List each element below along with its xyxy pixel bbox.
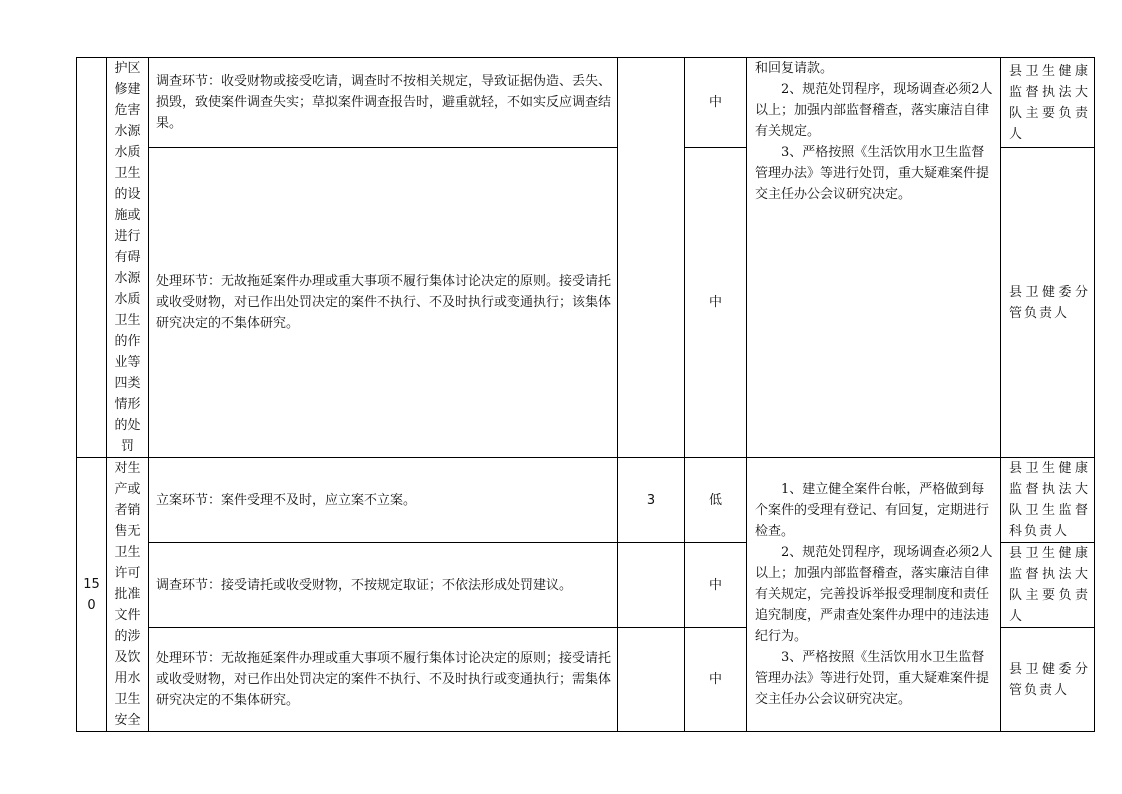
risk-count-cell (618, 58, 685, 458)
risk-table (76, 57, 1095, 732)
risk-point-description: 调查环节：接受请托或收受财物，不按规定取证；不依法形成处罚建议。 (149, 543, 618, 628)
measure-paragraph: 3、严格按照《生活饮用水卫生监督管理办法》等进行处罚，重大疑难案件提交主任办公会议研究决定。 (755, 650, 990, 707)
measure-paragraph: 2、规范处罚程序，现场调查必须2人以上；加强内部监督稽查，落实廉洁自律有关规定，完善投诉举报受理制度和责任追究制度，严肃查处案件办理中的违法违纪行为。 (755, 545, 993, 644)
risk-point-description: 调查环节：收受财物或接受吃请，调查时不按相关规定，导致证据伪造、丢失、损毁，致使案件调查失实；草拟案件调查报告时，避重就轻，不如实反应调查结果。 (149, 58, 618, 148)
row-number-cell (77, 58, 107, 458)
risk-count-cell (618, 543, 685, 628)
table-row (77, 458, 1095, 543)
responsible-person: 县卫生健康监督执法大队主要负责人 (1001, 543, 1095, 628)
table-row (77, 58, 1095, 148)
risk-count-cell (618, 628, 685, 732)
risk-level: 中 (685, 543, 747, 628)
risk-point-description: 处理环节：无故拖延案件办理或重大事项不履行集体讨论决定的原则；接受请托或收受财物，对已作出处罚决定的案件不执行、不及时执行或变通执行；需集体研究决定的不集体研究。 (149, 628, 618, 732)
measure-paragraph: 2、规范处罚程序，现场调查必须2人以上；加强内部监督稽查，落实廉洁自律有关规定。 (755, 82, 993, 139)
risk-level: 中 (685, 628, 747, 732)
responsible-person: 县卫生健康监督执法大队卫生监督科负责人 (1001, 458, 1095, 543)
prevention-measures (747, 458, 1001, 732)
risk-level: 中 (685, 148, 747, 458)
risk-point-description: 立案环节：案件受理不及时，应立案不立案。 (149, 458, 618, 543)
risk-count-cell: 3 (618, 458, 685, 543)
item-name-cell: 护区 修建 危害 水源 水质 卫生 的设 施或 进行 有碍 水源 水质 卫生 的作 业等 四类 情形 的处 罚 (107, 58, 149, 458)
responsible-person: 县卫健委分管负责人 (1001, 148, 1095, 458)
risk-level: 低 (685, 458, 747, 543)
row-number-cell: 15 0 (77, 458, 107, 732)
responsible-person: 县卫健委分管负责人 (1001, 628, 1095, 732)
measure-paragraph: 3、严格按照《生活饮用水卫生监督管理办法》等进行处罚，重大疑难案件提交主任办公会议研究决定。 (755, 145, 990, 202)
item-name-cell: 对生 产或 者销 售无 卫生 许可 批准 文件 的涉 及饮 用水 卫生 安全 (107, 458, 149, 732)
measure-paragraph: 和回复请款。 (755, 61, 834, 76)
risk-level: 中 (685, 58, 747, 148)
prevention-measures (747, 58, 1001, 458)
measure-paragraph: 1、建立健全案件台帐，严格做到每个案件的受理有登记、有回复，定期进行检查。 (755, 482, 990, 539)
responsible-person: 县卫生健康监督执法大队主要负责人 (1001, 58, 1095, 148)
risk-point-description: 处理环节：无故拖延案件办理或重大事项不履行集体讨论决定的原则。接受请托或收受财物，对已作出处罚决定的案件不执行、不及时执行或变通执行；该集体研究决定的不集体研究。 (149, 148, 618, 458)
